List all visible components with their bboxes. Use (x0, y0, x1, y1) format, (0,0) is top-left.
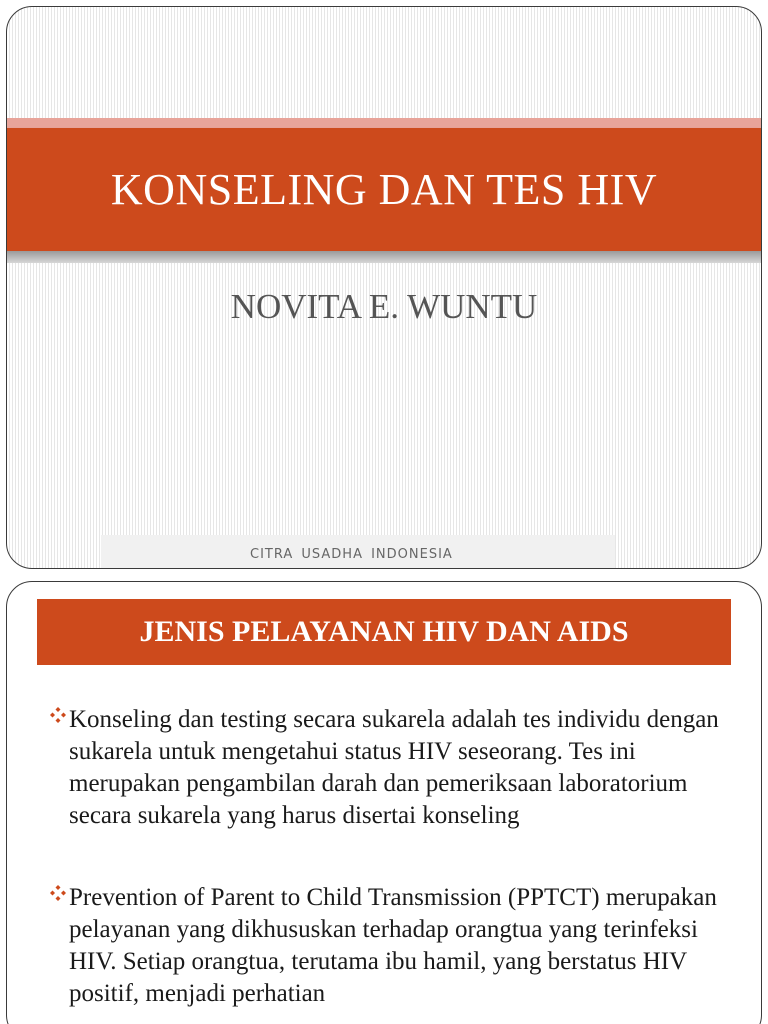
slide-heading: JENIS PELAYANAN HIV DAN AIDS (139, 615, 629, 648)
shadow-strip (7, 251, 761, 263)
bullet-text: Prevention of Parent to Child Transmission (PPTCT) merupakan pelayanan yang dikhususkan terhadap orangtua yang terinfeksi HIV. Setiap orangtua, terutama ibu hamil, yang berstatus HIV positif, menjadi perhatian (69, 884, 717, 1007)
content-slide (6, 581, 762, 1024)
accent-strip (7, 118, 761, 128)
bullet-item (49, 704, 739, 832)
title-band (7, 128, 761, 251)
slide-subtitle: NOVITA E. WUNTU (230, 287, 538, 326)
diamond-bullet-icon (49, 706, 67, 724)
bullet-list (49, 704, 739, 1010)
title-slide (6, 6, 762, 569)
slide-title: KONSELING DAN TES HIV (110, 165, 658, 214)
slide-footer: CITRA USADHA INDONESIA (250, 547, 453, 562)
diamond-bullet-icon (49, 884, 67, 902)
bullet-text: Konseling dan testing secara sukarela adalah tes individu dengan sukarela untuk mengetahui status HIV seseorang. Tes ini merupakan pengambilan darah dan pemeriksaan laboratorium secara sukarela yang harus disertai konseling (69, 706, 719, 829)
bullet-item (49, 882, 739, 1010)
header-band (37, 599, 731, 665)
